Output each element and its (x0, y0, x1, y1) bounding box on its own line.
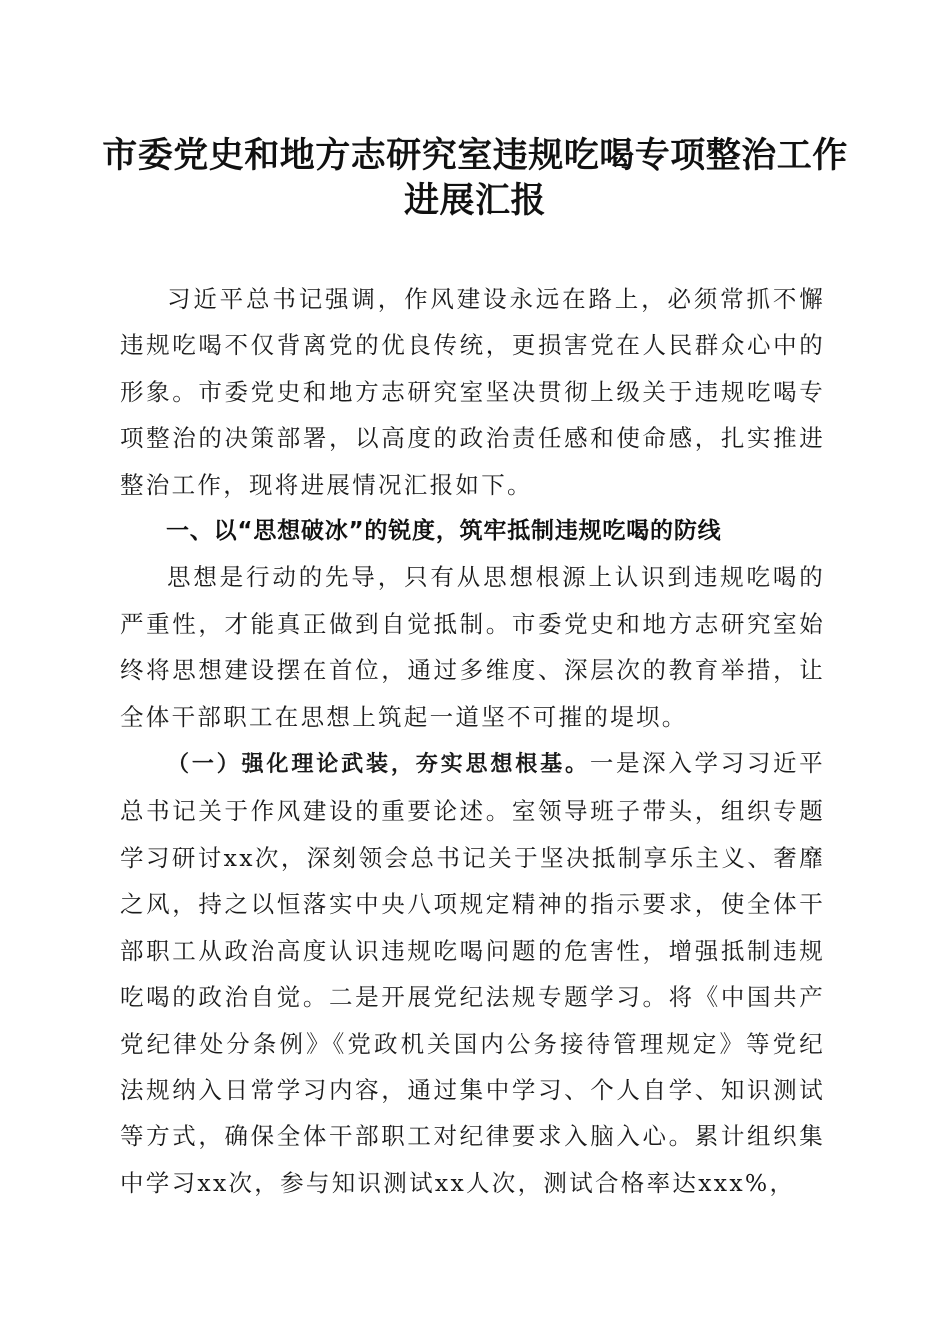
subsection-heading: （一）强化理论武装，夯实思想根基。 (167, 752, 590, 778)
document-body (120, 276, 825, 1206)
subsection-text: 一是深入学习习近平总书记关于作风建设的重要论述。室领导班子带头，组织专题学习研讨xx次，深刻领会总书记关于坚决抵制享乐主义、奢靡之风，持之以恒落实中央八项规定精神的指示要求，使全体干部职工从政治高度认识违规吃喝问题的危害性，增强抵制违规吃喝的政治自觉。二是开展党纪法规专题学习。将《中国共产党纪律处分条例》《党政机关国内公务接待管理规定》等党纪法规纳入日常学习内容，通过集中学习、个人自学、知识测试等方式，确保全体干部职工对纪律要求入脑入心。累计组织集中学习xx次，参与知识测试xx人次，测试合格率达xxx%， (120, 749, 825, 1197)
subsection-paragraph (120, 740, 825, 1206)
document-title: 市委党史和地方志研究室违规吃喝专项整治工作进展汇报 (102, 135, 848, 221)
section-heading: 一、以“思想破冰”的锐度，筑牢抵制违规吃喝的防线 (166, 518, 722, 545)
intro-paragraph: 习近平总书记强调，作风建设永远在路上，必须常抓不懈违规吃喝不仅背离党的优良传统，更损害党在人民群众心中的形象。市委党史和地方志研究室坚决贯彻上级关于违规吃喝专项整治的决策部署，以高度的政治责任感和使命感，扎实推进整治工作，现将进展情况汇报如下。 (120, 285, 825, 499)
section-paragraph: 思想是行动的先导，只有从思想根源上认识到违规吃喝的严重性，才能真正做到自觉抵制。市委党史和地方志研究室始终将思想建设摆在首位，通过多维度、深层次的教育举措，让全体干部职工在思想上筑起一道坚不可摧的堤坝。 (120, 563, 825, 731)
